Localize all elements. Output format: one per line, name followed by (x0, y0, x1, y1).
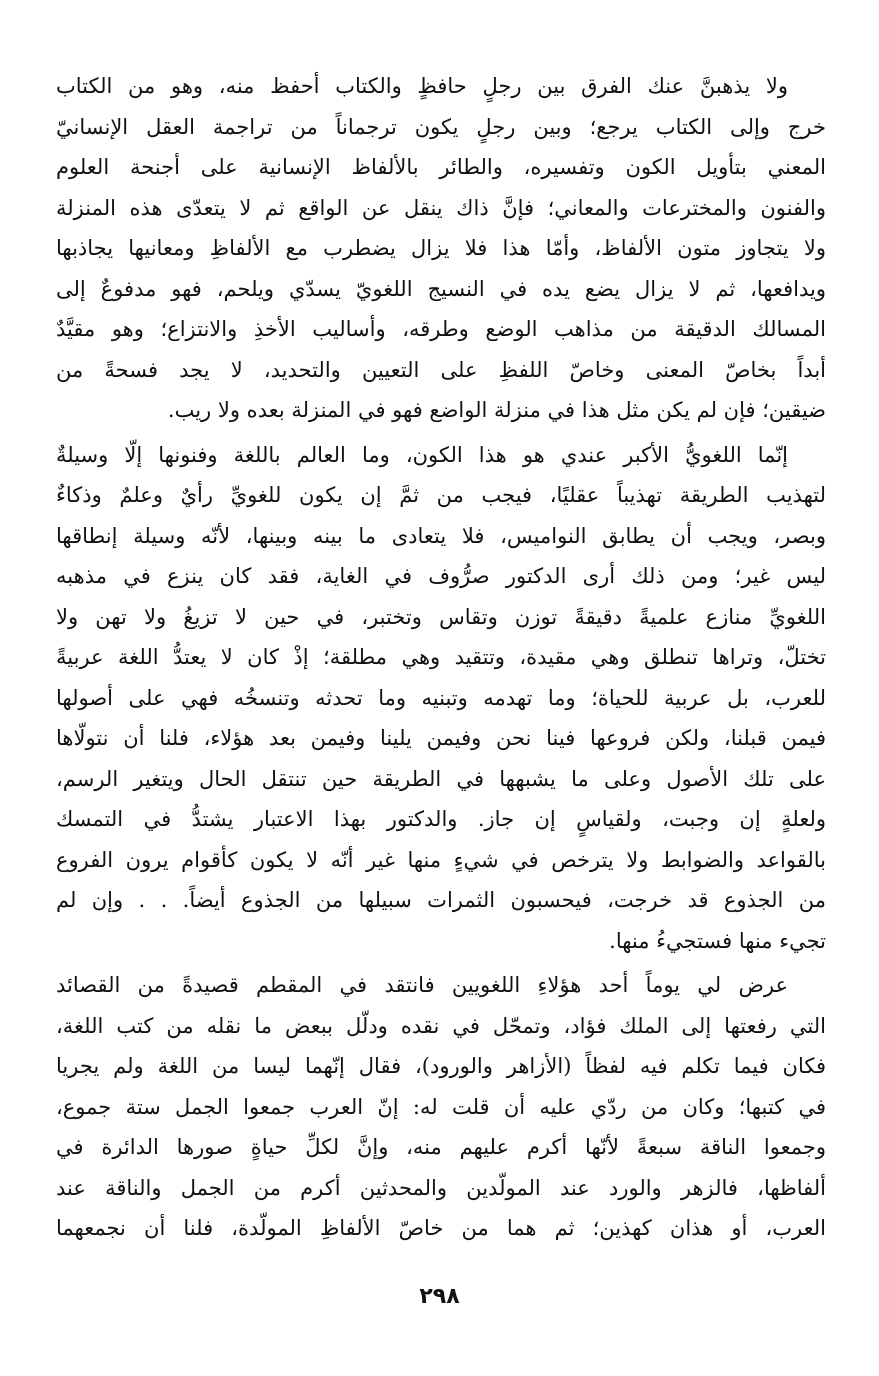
text-line: التي رفعتها إلى الملك فؤاد، وتمحّل في نقده ودلّل ببعض ما نقله من كتب اللغة، (56, 1013, 826, 1038)
text-line: للعرب، بل عربية للحياة؛ وما تهدمه وتبنيه وما تحدثه وتنسخُه فهي على أصولها (56, 685, 826, 710)
text-line: تختلّ، وتراها تنطلق وهي مقيدة، وتتقيد وهي مطلقة؛ إذْ كان لا يعتدُّ اللغة عربيةً (56, 645, 826, 669)
text-line: من الجذوع قد خرجت، فيحسبون الثمرات سبيلها من الجذوع أيضاً. . . وإن لم (56, 888, 826, 912)
paragraph-1 (56, 66, 826, 431)
text-line: المعني بتأويل الكون وتفسيره، والطائر بالألفاظ الإنسانية على أجنحة العلوم (56, 155, 826, 179)
text-line: المسالك الدقيقة من مذاهب الوضع وطرقه، وأساليب الأخذِ والانتزاع؛ وهو مقيَّدٌ (56, 317, 826, 341)
paragraph-3 (56, 965, 826, 1249)
text-line: إنّما اللغويُّ الأكبر عندي هو هذا الكون، وما العالم باللغة وفنونها إلّا وسيلةٌ (56, 442, 788, 467)
text-line: ضيقين؛ فإن لم يكن مثل هذا في منزلة الواضع فهو في المنزلة بعده ولا ريب. (167, 398, 826, 422)
text-line: فيمن قبلنا، ولكن فروعها فينا نحن وفيمن يلينا وفيمن بعد هؤلاء، فلنا أن نتولّاها (56, 726, 826, 750)
text-line: بالقواعد والضوابط ولا يترخص في شيءٍ منها غير أنّه لا يكون كأقوام يرون الفروع (56, 847, 826, 872)
text-line: خرج وإلى الكتاب يرجع؛ وبين رجلٍ يكون ترجماناً من تراجمة العقل الإنسانيّ (56, 114, 826, 139)
text-line: على تلك الأصول وعلى ما يشبهها في الطريقة حين تنتقل الحال ويتغير الرسم، (56, 766, 826, 791)
text-line: وجمعوا الناقة سبعةً لأنّها أكرم عليهم منه، وإنَّ لكلِّ حياةٍ صورها الدائرة في (56, 1135, 826, 1159)
text-line: ولعلةٍ إن وجبت، ولقياسٍ إن جاز. والدكتور بهذا الاعتبار يشتدُّ في التمسك (56, 807, 826, 831)
text-line: اللغويِّ منازع علميةً دقيقةً توزن وتقاس وتختبر، في حين لا تزيغُ ولا تهن ولا (56, 604, 826, 629)
text-line: فكان فيما تكلم فيه لفظاً (الأزاهر والورود)، فقال إنّهما ليسا من اللغة ولم يجريا (56, 1054, 826, 1078)
text-line: عرض لي يوماً أحد هؤلاءِ اللغويين فانتقد في المقطم قصيدةً من القصائد (56, 973, 788, 997)
text-line: أبداً بخاصّ المعنى وخاصّ اللفظِ على التعيين والتحديد، لا يجد فسحةً من (56, 357, 826, 382)
text-line: ويدافعها، ثم لا يزال يضع يده في النسيج اللغويّ يسدّي ويلحم، فهو مدفوعٌ إلى (56, 276, 826, 301)
paragraph-2 (56, 435, 826, 962)
text-line: تجيء منها فستجيءُ منها. (609, 928, 826, 953)
text-line: ولا يتجاوز متون الألفاظ، وأمّا هذا فلا يزال يضطرب مع الألفاظِ ومعانيها يجاذبها (56, 236, 826, 260)
text-line: لتهذيب الطريقة تهذيباً عقليًا، فيجب من ثمَّ إن يكون للغويِّ رأيٌ وعلمٌ وذكاءٌ (56, 483, 826, 507)
text-line: في كتبها؛ وكان من ردّي عليه أن قلت له: إنّ العرب جمعوا الجمل ستة جموع، (56, 1094, 826, 1119)
page-body (56, 66, 826, 1249)
text-line: ولا يذهبنَّ عنك الفرق بين رجلٍ حافظٍ والكتاب أحفظ منه، وهو من الكتاب (56, 74, 788, 98)
text-line: وبصر، ويجب أن يطابق النواميس، فلا يتعادى ما بينه وبينها، لأنّه وسيلة إنطاقها (56, 523, 826, 548)
text-line: ألفاظها، فالزهر والورد عند المولّدين والمحدثين أكرم من الجمل والناقة عند (56, 1175, 826, 1200)
text-line: والفنون والمخترعات والمعاني؛ فإنَّ ذاك ينقل عن الواقع ثم لا يتعدّى هذه المنزلة (56, 195, 826, 220)
text-line: العرب، أو هذان كهذين؛ ثم هما من خاصّ الألفاظِ المولّدة، فلنا أن نجمعهما (56, 1216, 826, 1240)
page-number: ٢٩٨ (419, 1284, 460, 1309)
text-line: ليس غير؛ ومن ذلك أرى الدكتور صرُّوف في الغاية، فقد كان ينزع في مذهبه (56, 564, 826, 588)
